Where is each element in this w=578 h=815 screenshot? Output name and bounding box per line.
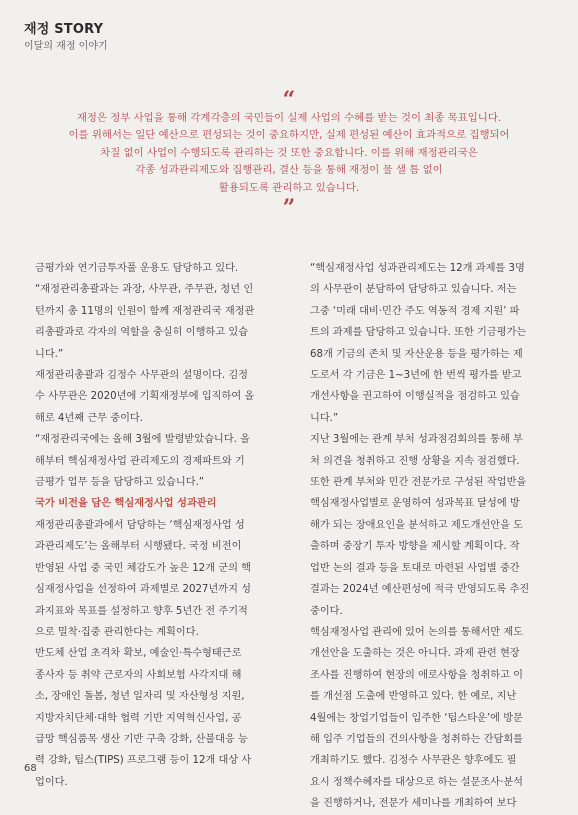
paragraph xyxy=(35,258,277,279)
text-line: 개최하기도 했다. 김정수 사무관은 향후에도 필 xyxy=(310,755,517,767)
pull-quote-line: 활용되도록 관리하고 있습니다. xyxy=(218,181,360,194)
text-line: 으로 밀착·집중 관리한다는 계획이다. xyxy=(35,626,199,638)
text-line: 을 진행하거나, 전문가 세미나를 개최하여 보다 xyxy=(310,798,517,810)
text-line: 소, 장애인 돌봄, 청년 일자리 및 자산형성 지원, xyxy=(35,691,245,703)
paragraph xyxy=(35,429,277,493)
text-line: 재정관리총괄과에서 담당하는 ‘핵심재정사업 성 xyxy=(35,519,245,531)
text-line: 과지표와 목표를 설정하고 향후 5년간 전 주기적 xyxy=(35,605,248,617)
text-line: 수 사무관은 2020년에 기획재정부에 입직하여 올 xyxy=(35,391,255,403)
text-line: 력 강화, 팁스(TIPS) 프로그램 등이 12개 대상 사 xyxy=(35,755,252,767)
text-line: 리총괄과로 각자의 역할을 충실히 이행하고 있습 xyxy=(35,327,249,339)
text-line: 과관리제도’는 올해부터 시행됐다. 국정 비전이 xyxy=(35,541,242,553)
section-title: 국가 비전을 담은 핵심재정사업 성과관리 xyxy=(35,498,217,510)
page-header xyxy=(24,22,108,53)
section-header-title: 재정 STORY xyxy=(24,22,104,37)
section-header-subtitle: 이달의 재정 이야기 xyxy=(24,41,108,52)
text-line: 핵심재정사업별로 운영하여 성과목표 달성에 방 xyxy=(310,498,520,510)
text-line: 도로서 각 기금은 1~3년에 한 번씩 평가를 받고 xyxy=(310,370,522,382)
text-line: 해 입주 기업들의 건의사항을 청취하는 간담회를 xyxy=(310,733,524,745)
text-line: 재정관리총괄과 김정수 사무관의 설명이다. 김정 xyxy=(35,370,249,382)
close-quote-mark: ” xyxy=(282,195,296,221)
text-line: 4월에는 창업기업들이 입주한 ‘팁스타운’에 방문 xyxy=(310,712,523,724)
text-line: “재정관리총괄과는 과장, 사무관, 주무관, 청년 인 xyxy=(35,284,254,296)
left-column xyxy=(35,258,277,793)
pull-quote xyxy=(40,110,538,197)
text-line: 니다.” xyxy=(35,348,64,360)
text-line: 반도체 산업 초격차 확보, 예술인·특수형태근로 xyxy=(35,648,242,660)
text-line: 핵심재정사업 관리에 있어 논의를 통해서만 제도 xyxy=(310,626,524,638)
paragraph xyxy=(310,258,552,429)
text-line: “재정관리국에는 올해 3월에 발령받았습니다. 올 xyxy=(35,434,250,446)
page-number: 68 xyxy=(24,763,37,774)
text-line: 의 사무관이 분담하여 담당하고 있습니다. 저는 xyxy=(310,284,517,296)
text-line: 지난 3월에는 관계 부처 성과점검회의를 통해 부 xyxy=(310,434,523,446)
text-line: 개선안을 도출하는 것은 아니다. 과제 관련 현장 xyxy=(310,648,520,660)
paragraph xyxy=(310,429,552,622)
text-line: 해부터 핵심재정사업 관리제도의 경제파트와 기 xyxy=(35,455,245,467)
text-line: 종사자 등 취약 근로자의 사회보험 사각지대 해 xyxy=(35,669,242,681)
text-line: 68개 기금의 존치 및 자산운용 등을 평가하는 제 xyxy=(310,348,523,360)
text-line: 개선사항을 권고하여 이행실적을 점검하고 있습 xyxy=(310,391,520,403)
text-line: 트의 과제를 담당하고 있습니다. 또한 기금평가는 xyxy=(310,327,527,339)
text-line: 업반 논의 결과 등을 토대로 마련된 사업별 중간 xyxy=(310,562,520,574)
text-line: 결과는 2024년 예산편성에 적극 반영되도록 추진 xyxy=(310,584,530,596)
paragraph xyxy=(35,365,277,429)
right-column xyxy=(310,258,552,815)
paragraph xyxy=(35,643,277,793)
pull-quote-line: 이를 위해서는 일단 예산으로 편성되는 것이 중요하지만, 실제 편성된 예산이 효과적으로 집행되어 xyxy=(68,129,510,142)
text-line: 지방자치단체·대학 협력 기반 지역혁신사업, 공 xyxy=(35,712,242,724)
text-line: 니다.” xyxy=(310,412,339,424)
text-line: 중이다. xyxy=(310,605,343,617)
pull-quote-line: 각종 성과관리제도와 집행관리, 결산 등을 통해 재정이 물 샐 틈 없이 xyxy=(135,164,443,177)
text-line: 또한 관계 부처와 민간 전문가로 구성된 작업반을 xyxy=(310,477,527,489)
text-line: 업이다. xyxy=(35,776,68,788)
text-line: 조사를 진행하여 현장의 애로사항을 청취하고 이 xyxy=(310,669,524,681)
text-line: 처 의견을 청취하고 진행 상황을 지속 점검했다. xyxy=(310,455,520,467)
text-line: 금평가 업무 등을 담당하고 있습니다.” xyxy=(35,477,205,489)
text-line: “핵심재정사업 성과관리제도는 12개 과제를 3명 xyxy=(310,263,525,274)
paragraph xyxy=(310,622,552,815)
text-line: 반영된 사업 중 국민 체감도가 높은 12개 군의 핵 xyxy=(35,562,252,574)
text-line: 를 개선점 도출에 반영하고 있다. 한 예로, 지난 xyxy=(310,691,517,703)
text-line: 해로 4년째 근무 중이다. xyxy=(35,412,144,424)
text-line: 요시 정책수혜자를 대상으로 하는 설문조사·분석 xyxy=(310,776,524,788)
text-line: 그중 ‘미래 대비·민간 주도 역동적 경제 지원’ 파 xyxy=(310,305,520,317)
text-line: 금평가와 연기금투자풀 운용도 담당하고 있다. xyxy=(35,263,239,274)
text-line: 심재정사업을 선정하여 과제별로 2027년까지 성 xyxy=(35,584,252,596)
text-line: 급망 핵심품목 생산 기반 구축 강화, 산불대응 능 xyxy=(35,733,248,745)
text-line: 출하며 중장기 투자 방향을 제시할 계획이다. 작 xyxy=(310,541,520,553)
pull-quote-line: 차질 없이 사업이 수행되도록 관리하는 것 또한 중요합니다. 이를 위해 재정관리국은 xyxy=(100,146,478,159)
open-quote-mark: “ xyxy=(282,87,296,113)
pull-quote-line: 재정은 정부 사업을 통해 각계각층의 국민들이 실제 사업의 수혜를 받는 것이 최종 목표입니다. xyxy=(76,112,502,124)
paragraph xyxy=(35,279,277,365)
paragraph xyxy=(35,515,277,643)
text-line: 해가 되는 장애요인을 분석하고 제도개선안을 도 xyxy=(310,519,524,531)
text-line: 턴까지 총 11명의 인원이 함께 재정관리국 재정관 xyxy=(35,305,255,317)
